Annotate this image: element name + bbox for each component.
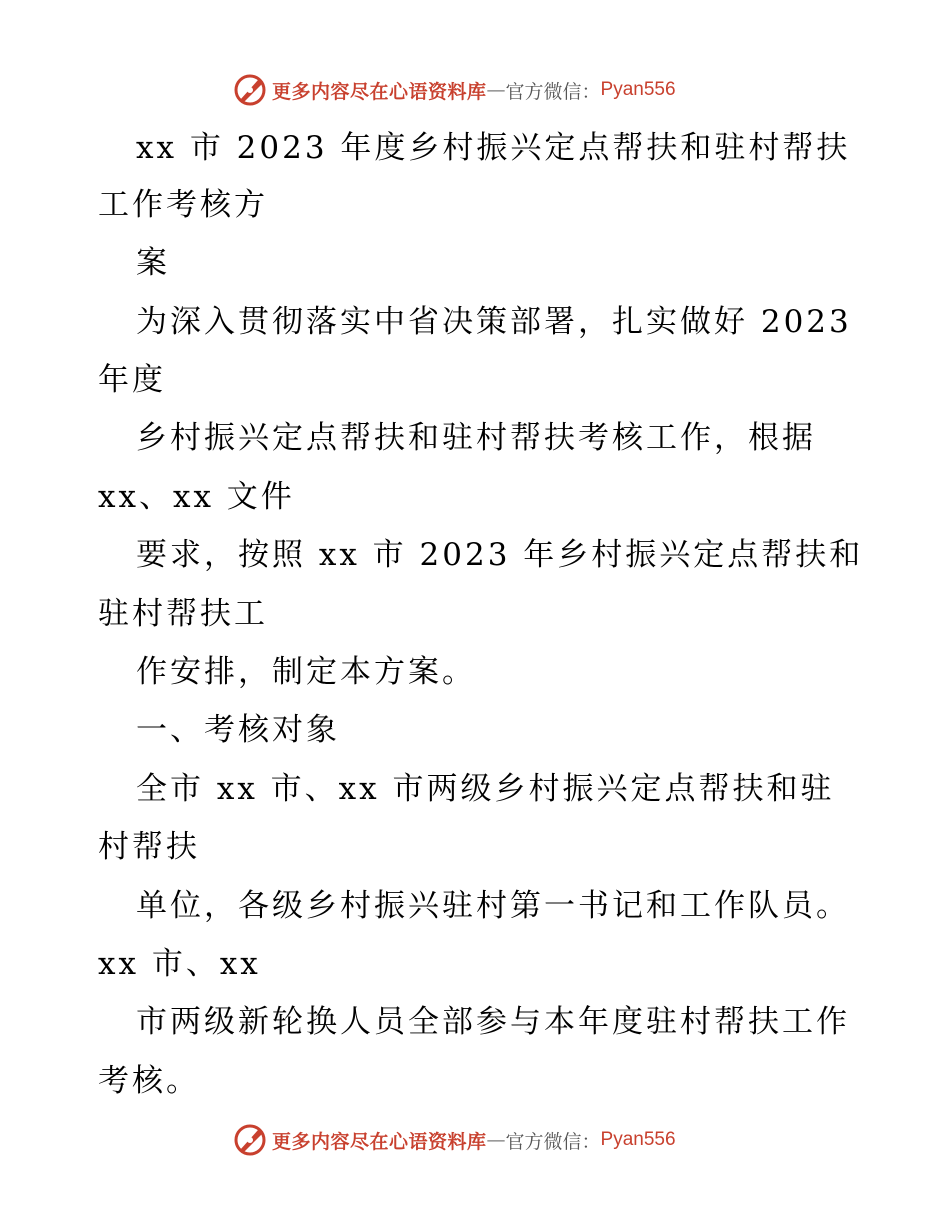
pen-circle-logo-icon [232, 72, 268, 108]
doc-line: 村帮扶 [98, 829, 200, 865]
doc-line: 市两级新轮换人员全部参与本年度驻村帮扶工作 [136, 1004, 850, 1040]
banner-wechat-id: Pyan556 [600, 1129, 676, 1150]
doc-line: 单位，各级乡村振兴驻村第一书记和工作队员。 [136, 888, 850, 924]
banner-wechat-id: Pyan556 [600, 79, 676, 100]
doc-line: 年度 [98, 362, 166, 398]
doc-line: 全市 xx 市、xx 市两级乡村振兴定点帮扶和驻 [136, 771, 835, 807]
doc-line-title-1: xx 市 2023 年度乡村振兴定点帮扶和驻村帮扶 [136, 130, 851, 166]
doc-line: 为深入贯彻落实中省决策部署，扎实做好 2023 [136, 304, 852, 340]
doc-line-title-3: 案 [136, 245, 170, 281]
doc-line: xx、xx 文件 [98, 479, 295, 515]
doc-line: 乡村振兴定点帮扶和驻村帮扶考核工作，根据 [136, 420, 816, 456]
banner-separator: — [486, 79, 506, 101]
doc-line: 驻村帮扶工 [98, 596, 268, 632]
section-heading: 一、考核对象 [136, 712, 340, 748]
doc-line: 要求，按照 xx 市 2023 年乡村振兴定点帮扶和 [136, 537, 864, 573]
banner-brand-text: 更多内容尽在心语资料库 [272, 1130, 487, 1153]
doc-line: 考核。 [98, 1063, 200, 1099]
banner-separator: — [486, 1129, 506, 1151]
pen-circle-logo-icon [232, 1122, 268, 1158]
doc-line: xx 市、xx [98, 946, 261, 982]
banner-wechat-label: 官方微信： [505, 1130, 601, 1153]
banner-wechat-label: 官方微信： [505, 80, 601, 103]
header-banner [232, 72, 676, 108]
footer-banner [232, 1122, 676, 1158]
banner-brand-text: 更多内容尽在心语资料库 [272, 80, 487, 103]
doc-line: 作安排，制定本方案。 [136, 654, 476, 690]
doc-line-title-2: 工作考核方 [98, 187, 268, 223]
